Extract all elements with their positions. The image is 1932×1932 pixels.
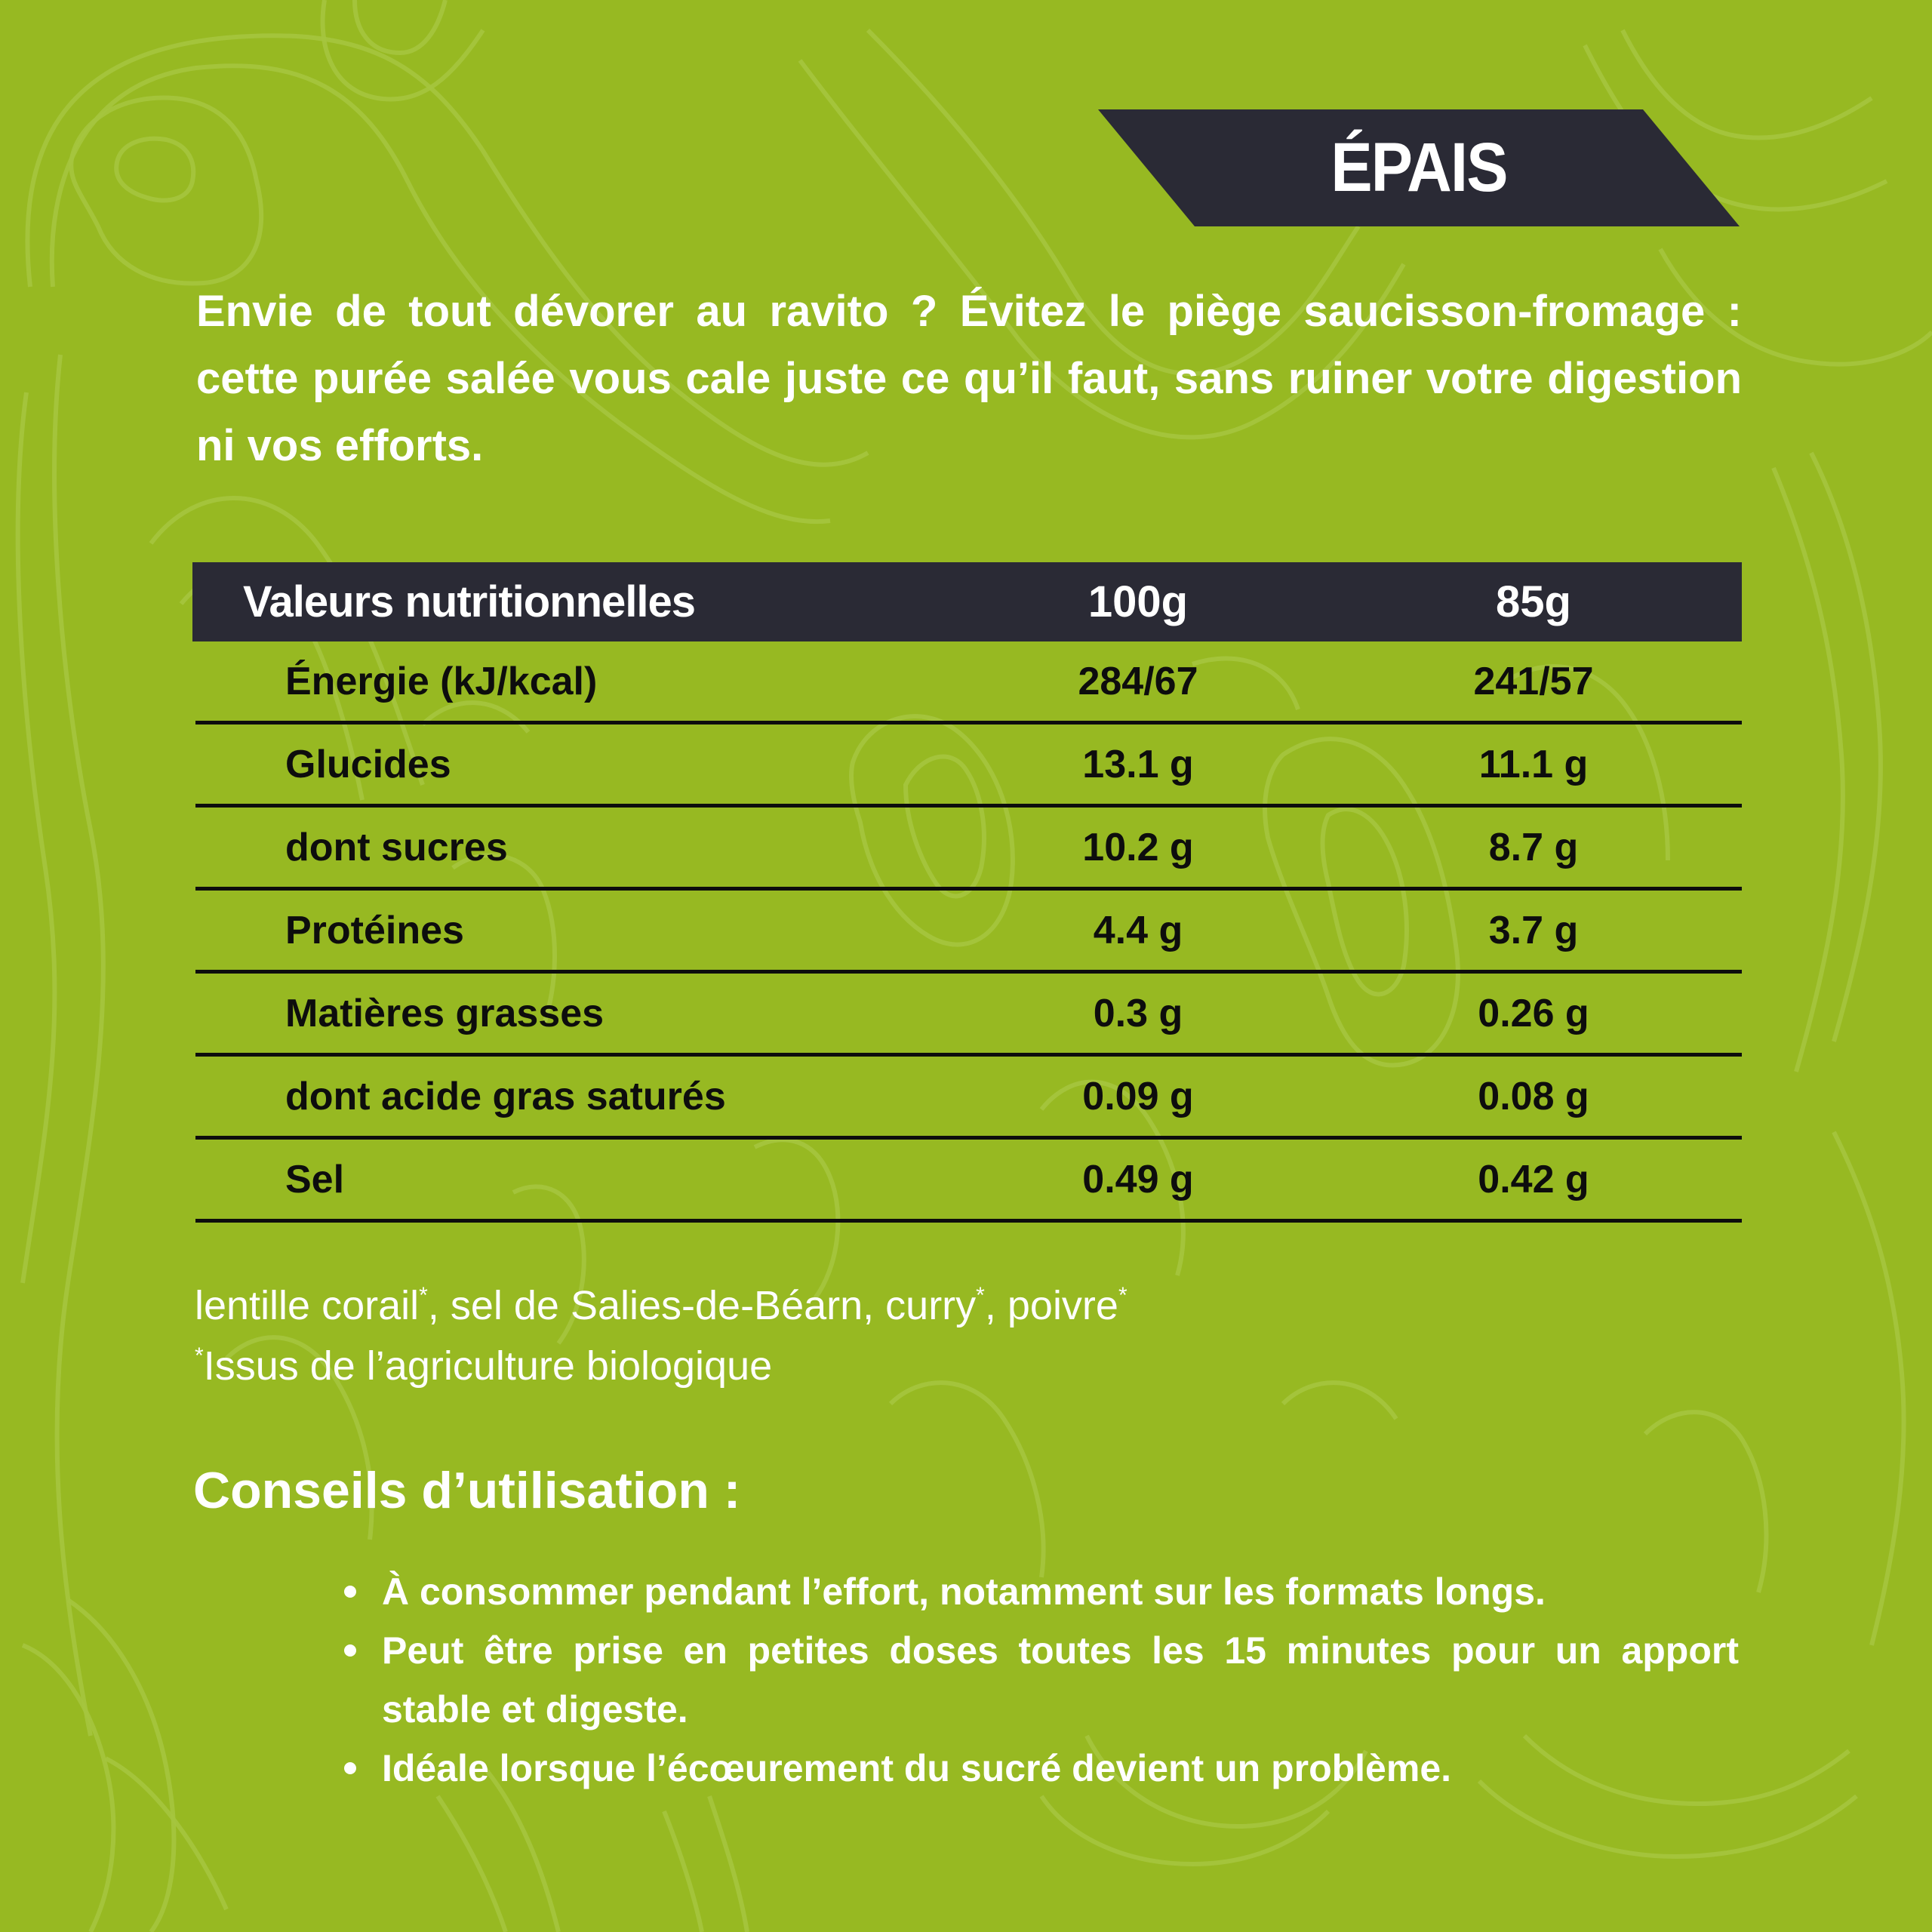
nutrition-row-glucides xyxy=(195,724,1742,808)
footnote-mark: * xyxy=(195,1343,204,1368)
value-per-85g: 3.7 g xyxy=(1488,908,1579,952)
ingredients-list xyxy=(195,1275,1128,1336)
ingredients-block xyxy=(195,1275,1128,1396)
product-texture-banner xyxy=(1098,109,1740,226)
value-per-100g: 284/67 xyxy=(1078,659,1198,703)
nutrient-label: Énergie (kJ/kcal) xyxy=(285,659,598,703)
ingredient: curry xyxy=(885,1283,977,1328)
bullet-icon xyxy=(344,1762,356,1774)
ingredient: lentille corail xyxy=(195,1283,420,1328)
usage-tips-list xyxy=(344,1562,1739,1798)
value-per-100g: 4.4 g xyxy=(1093,908,1183,952)
value-per-85g: 0.26 g xyxy=(1478,991,1589,1035)
value-per-100g: 10.2 g xyxy=(1082,825,1194,869)
value-per-85g: 0.08 g xyxy=(1478,1074,1589,1118)
nutrition-table xyxy=(192,562,1742,1223)
value-per-85g: 0.42 g xyxy=(1478,1157,1589,1201)
nutrient-label: dont sucres xyxy=(285,825,508,869)
usage-tips-title: Conseils d’utilisation : xyxy=(193,1462,741,1519)
nutrition-row-proteines xyxy=(195,891,1742,974)
organic-mark: * xyxy=(419,1283,428,1308)
usage-tip-text: Peut être prise en petites doses toutes les 15 minutes pour un apport stable et digeste. xyxy=(382,1629,1739,1730)
bullet-icon xyxy=(344,1644,356,1657)
footnote-text: Issus de l’agriculture biologique xyxy=(203,1343,773,1389)
separator: , xyxy=(863,1283,886,1328)
nutrition-row-matieres-grasses xyxy=(195,974,1742,1057)
nutrient-label: Protéines xyxy=(285,908,464,952)
usage-tip-text: À consommer pendant l’effort, notamment sur les formats longs. xyxy=(382,1571,1546,1613)
nutrition-row-energie xyxy=(195,641,1742,724)
usage-tip xyxy=(344,1739,1739,1798)
header-per-85g: 85g xyxy=(1496,577,1571,626)
nutrition-table-header xyxy=(192,562,1742,641)
usage-tip xyxy=(344,1562,1739,1621)
value-per-100g: 0.3 g xyxy=(1093,991,1183,1035)
nutrition-row-sucres xyxy=(195,808,1742,891)
bullet-icon xyxy=(344,1586,356,1598)
organic-mark: * xyxy=(976,1283,985,1308)
value-per-85g: 241/57 xyxy=(1473,659,1594,703)
nutrient-label: Matières grasses xyxy=(285,991,605,1035)
organic-footnote xyxy=(195,1336,1128,1396)
separator: , xyxy=(427,1283,451,1328)
nutrient-label: Sel xyxy=(285,1157,345,1201)
nutrient-label: dont acide gras saturés xyxy=(285,1074,726,1118)
banner-label: ÉPAIS xyxy=(1331,129,1507,206)
nutrition-row-sel xyxy=(195,1140,1742,1223)
nutrient-label: Glucides xyxy=(285,742,451,786)
organic-mark: * xyxy=(1118,1283,1128,1308)
ingredient: poivre xyxy=(1007,1283,1118,1328)
header-label: Valeurs nutritionnelles xyxy=(243,577,696,626)
separator: , xyxy=(984,1283,1008,1328)
value-per-100g: 13.1 g xyxy=(1082,742,1194,786)
usage-tip xyxy=(344,1621,1739,1739)
product-description: Envie de tout dévorer au ravito ? Évitez le piège saucisson-fromage : cette purée salée vous cale juste ce qu’il faut, sans ruiner votre digestion ni vos efforts. xyxy=(196,287,1742,470)
value-per-100g: 0.49 g xyxy=(1082,1157,1194,1201)
nutrition-row-acides-gras-satures xyxy=(195,1057,1742,1140)
value-per-85g: 8.7 g xyxy=(1488,825,1579,869)
value-per-85g: 11.1 g xyxy=(1478,742,1589,786)
header-per-100g: 100g xyxy=(1088,577,1189,626)
ingredient: sel de Salies-de-Béarn xyxy=(450,1283,863,1328)
usage-tip-text: Idéale lorsque l’écœurement du sucré devient un problème. xyxy=(382,1747,1452,1789)
value-per-100g: 0.09 g xyxy=(1082,1074,1194,1118)
